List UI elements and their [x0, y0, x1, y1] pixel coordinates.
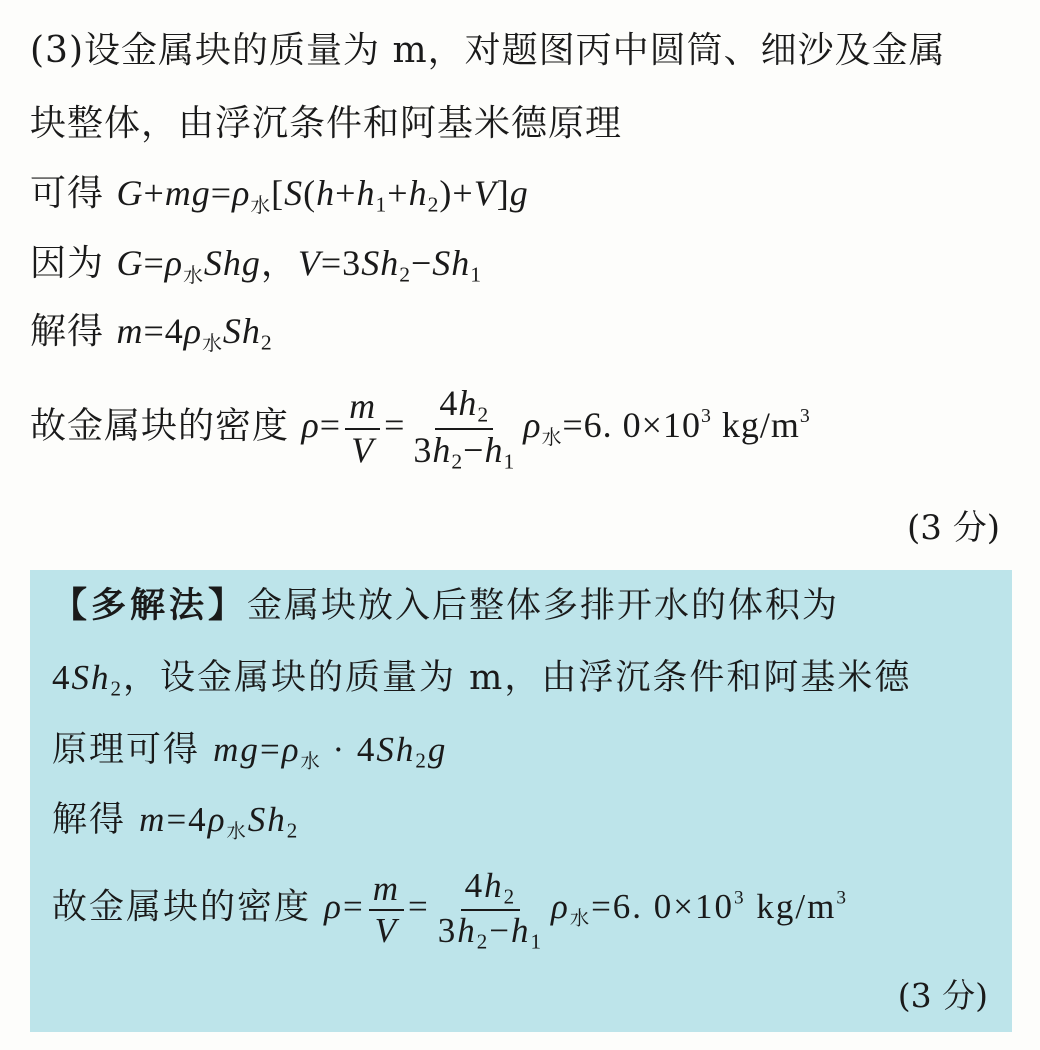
text: 解得 — [30, 311, 105, 352]
subscript: 水 — [569, 907, 592, 931]
alt-line-3-equation — [52, 722, 447, 774]
result-value: =6. 0×10 — [562, 405, 701, 446]
solution-line-3-equation — [30, 165, 529, 218]
score-label: (3 分) — [907, 508, 1000, 548]
solution-line-1 — [30, 22, 946, 73]
text: 金属块放入后整体多排开水的体积为 — [247, 586, 840, 626]
solution-line-2 — [30, 95, 622, 146]
exponent: 3 — [734, 887, 746, 909]
unit: kg/m — [745, 887, 837, 927]
subscript: 水 — [250, 193, 272, 217]
equation-density-alt: ρ= $\frac{m}{V}$ = $\frac{4h_2}{3h_2-h_1}$ ρ水=6. $0\times 10^3$ $kg/m^3$ — [324, 866, 848, 954]
text: 因为 — [30, 243, 105, 284]
subscript: 水 — [541, 426, 563, 450]
text: 块整体，由浮沉条件和阿基米德原理 — [30, 103, 623, 144]
volume-expr: $4Sh_2$ — [52, 658, 123, 701]
exponent: 3 — [836, 887, 848, 909]
solution-line-5-equation — [30, 303, 273, 356]
text: ，设金属块的质量为 m，由浮沉条件和阿基米德 — [123, 658, 912, 698]
text: 故金属块的密度 — [30, 405, 290, 447]
subscript: 水 — [183, 263, 204, 287]
exponent: 3 — [799, 405, 811, 428]
solution-line-4-equation — [30, 235, 482, 288]
text: (3)设金属块的质量为 m，对题图丙中圆筒、细沙及金属 — [30, 30, 946, 71]
alt-solution-tag: 【多解法】 — [52, 586, 248, 626]
exponent: 3 — [700, 405, 712, 428]
alt-line-2 — [52, 650, 911, 701]
equation-buoyancy-alt: mg=ρ水 · $4Sh_2g$ — [213, 730, 448, 773]
alt-line-4-equation — [52, 792, 299, 844]
text: 原理可得 — [52, 730, 201, 770]
equation-buoyancy: G+mg=ρ水$[S(h+h_1+h_2)+V]g$ — [116, 173, 529, 217]
subscript: 水 — [300, 749, 322, 773]
alt-line-5-density — [52, 868, 848, 953]
equation-mass-alt: m=4ρ水$Sh_2$ — [139, 800, 300, 843]
text: 故金属块的密度 — [52, 887, 312, 928]
equation-mass: m=4ρ水$Sh_2$ — [116, 311, 273, 355]
equation-known: G=ρ水Shg，$V=3Sh_2-Sh_1$ — [116, 243, 483, 287]
alt-score-label: (3 分) — [897, 976, 988, 1015]
alt-line-1 — [52, 578, 839, 628]
subscript: 水 — [202, 331, 223, 355]
unit: kg/m — [711, 405, 800, 446]
equation-density: ρ= $\frac{m}{V}$ = $\frac{4h_2}{3h_2-h_1}$ ρ水=6. $0\times 10^3$ $kg/m^3$ — [301, 383, 811, 474]
subscript: 水 — [226, 819, 248, 843]
alt-solution-panel — [30, 570, 1012, 1032]
solution-line-6-density — [30, 385, 811, 473]
text: 可得 — [30, 173, 105, 214]
text: 解得 — [52, 800, 127, 840]
result-value: =6. 0×10 — [591, 887, 735, 927]
